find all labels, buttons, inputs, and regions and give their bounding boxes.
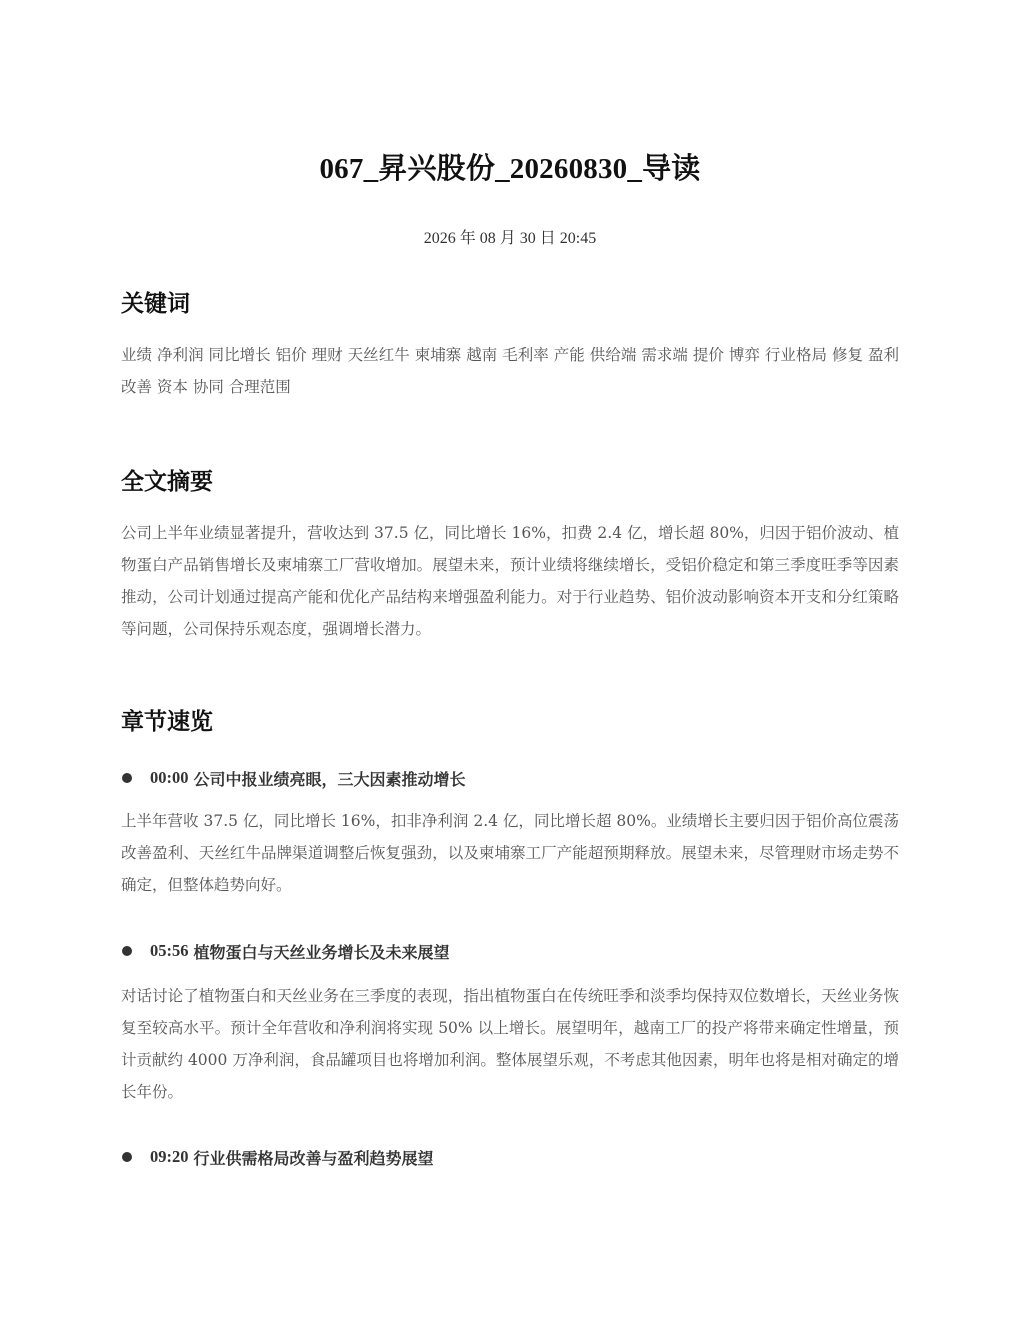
chapter-text: 上半年营收 37.5 亿，同比增长 16%，扣非净利润 2.4 亿，同比增长超 80%。业绩增长主要归因于铝价高位震荡改善盈利、天丝红牛品牌渠道调整后恢复强劲，以及柬埔寨工厂产能超预期释放。展望未来，尽管理财市场走势不确定，但整体趋势向好。 — [121, 812, 899, 894]
bullet-icon — [122, 773, 132, 783]
chapter-item-heading — [121, 764, 899, 792]
chapter-title: 植物蛋白与天丝业务增长及未来展望 — [193, 942, 450, 962]
summary-heading: 全文摘要 — [121, 469, 213, 495]
chapter-timestamp: 05:56 — [150, 941, 189, 960]
chapter-text: 对话讨论了植物蛋白和天丝业务在三季度的表现，指出植物蛋白在传统旺季和淡季均保持双位数增长，天丝业务恢复至较高水平。预计全年营收和净利润将实现 50% 以上增长。展望明年，越南工厂的投产将带来确定性增量，预计贡献约 4000 万净利润，食品罐项目也将增加利润。整体展望乐观，不考虑其他因素，明年也将是相对确定的增长年份。 — [121, 987, 899, 1101]
keywords-heading: 关键词 — [121, 291, 190, 317]
document-date: 2026 年 08 月 30 日 20:45 — [423, 230, 597, 247]
chapter-item-heading — [121, 937, 899, 965]
chapter-title: 公司中报业绩亮眼，三大因素推动增长 — [193, 769, 466, 789]
keywords-text: 业绩 净利润 同比增长 铝价 理财 天丝红牛 柬埔寨 越南 毛利率 产能 供给端 需求端 提价 博弈 行业格局 修复 盈利改善 资本 协同 合理范围 — [121, 346, 899, 396]
chapters-heading: 章节速览 — [121, 709, 213, 735]
document-title: 067_昇兴股份_20260830_导读 — [319, 153, 701, 185]
bullet-icon — [122, 946, 132, 956]
summary-text: 公司上半年业绩显著提升，营收达到 37.5 亿，同比增长 16%，扣费 2.4 亿，增长超 80%，归因于铝价波动、植物蛋白产品销售增长及柬埔寨工厂营收增加。展望未来，预计业绩将继续增长，受铝价稳定和第三季度旺季等因素推动，公司计划通过提高产能和优化产品结构来增强盈利能力。对于行业趋势、铝价波动影响资本开支和分红策略等问题，公司保持乐观态度，强调增长潜力。 — [121, 524, 899, 638]
chapter-item-heading — [121, 1143, 899, 1171]
chapter-title: 行业供需格局改善与盈利趋势展望 — [193, 1148, 434, 1168]
chapter-timestamp: 00:00 — [150, 768, 189, 787]
bullet-icon — [122, 1152, 132, 1162]
chapter-timestamp: 09:20 — [150, 1147, 189, 1166]
